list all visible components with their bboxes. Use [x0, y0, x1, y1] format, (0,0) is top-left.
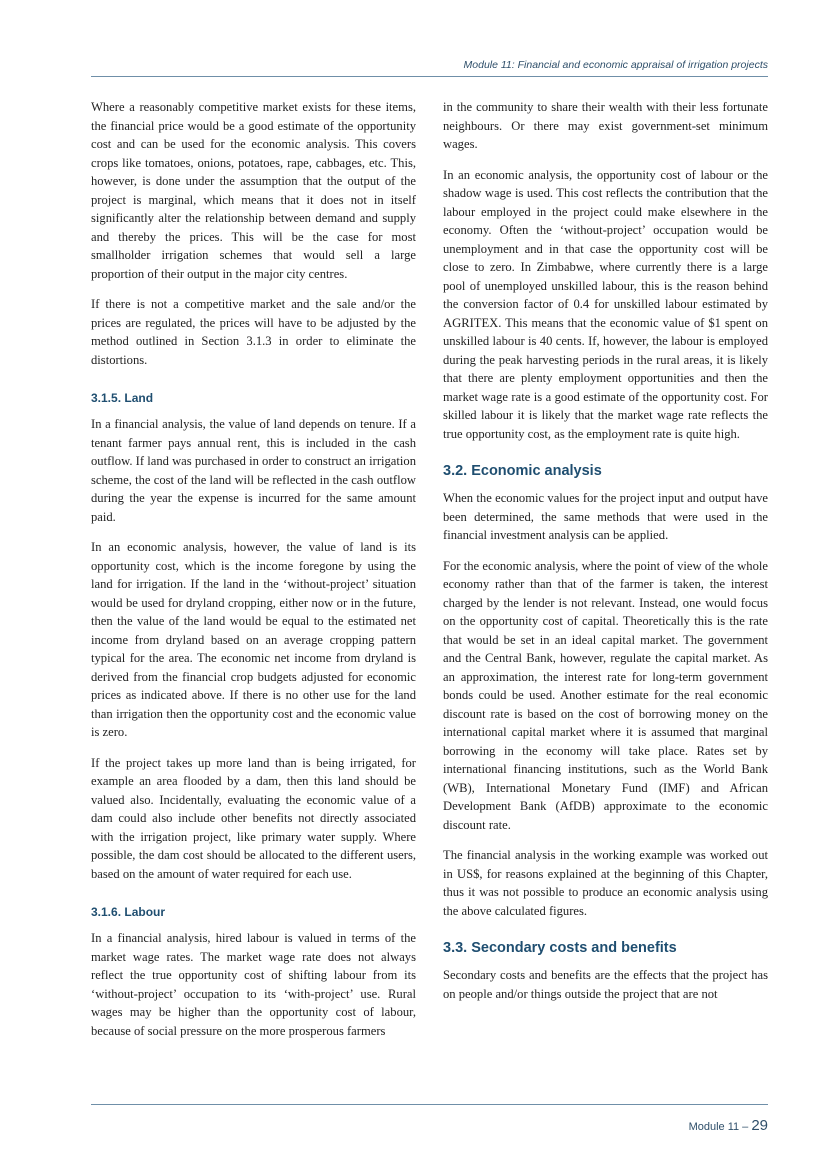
- paragraph: The financial analysis in the working example was worked out in US$, for reasons explained at the beginning of this Chapter, thus it was not possible to produce an economic analysis using the above calculated figures.: [443, 848, 768, 918]
- subsection-heading-labour: 3.1.6. Labour: [91, 905, 166, 919]
- header-rule: [91, 76, 768, 77]
- right-column: [443, 98, 768, 1015]
- paragraph: Secondary costs and benefits are the effects that the project has on people and/or things outside the project that are not: [443, 968, 768, 1001]
- paragraph: If the project takes up more land than is being irrigated, for example an area flooded by a dam, then this land should be valued also. Incidentally, evaluating the economic value of a dam could also include other benefits not directly associated with the irrigation project, like primary water supply. Where possible, the dam cost should be allocated to the different users, based on the amount of water required for each use.: [91, 755, 416, 881]
- footer-rule: [91, 1104, 768, 1105]
- page-footer: [91, 1117, 768, 1135]
- paragraph: In a financial analysis, the value of land depends on tenure. If a tenant farmer pays annual rent, this is included in the cash outflow. If land was purchased in order to construct an irrigation scheme, the cost of the land will be reflected in the cash outflow during the year the expense is incurred for the same amount paid.: [91, 417, 416, 524]
- paragraph: For the economic analysis, where the point of view of the whole economy rather than that of the farmer is taken, the interest charged by the lender is not relevant. Instead, one would focus on the opportunity cost of capital. Theoretically this is the rate that would be set in an ideal capital market. The government and the Central Bank, however, regulate the capital market. As an approximation, the interest rate for long-term government bonds could be used. Another estimate for the real economic discount rate is based on the cost of borrowing money on the international capital market where it is assumed that marginal borrowing in the economy will take place. Rates set by international financing institutions, such as the World Bank (WB), International Monetary Fund (IMF) and African Development Bank (AfDB) approximate to the economic discount rate.: [443, 558, 768, 832]
- left-column: [91, 98, 416, 1052]
- section-heading-secondary-costs: 3.3. Secondary costs and benefits: [443, 940, 677, 956]
- page-number: 29: [751, 1117, 768, 1134]
- paragraph: Where a reasonably competitive market exists for these items, the financial price would be a good estimate of the opportunity cost and can be used for the economic analysis. This covers crops like tomatoes, onions, potatoes, rape, cabbages, etc. This, however, is done under the assumption that the output of the project is marginal, which means that it does not in itself significantly alter the relationship between demand and supply and thereby the prices. This will be the case for most smallholder irrigation schemes that would sell a large proportion of their output in the major city centres.: [91, 100, 416, 281]
- paragraph: In a financial analysis, hired labour is valued in terms of the market wage rates. The market wage rate does not always reflect the true opportunity cost of shifting labour from its ‘without-project’ occupation to its ‘with-project’ use. Rural wages may be higher than the opportunity cost of labour, because of social pressure on the more prosperous farmers: [91, 931, 416, 1038]
- subsection-heading-land: 3.1.5. Land: [91, 391, 154, 405]
- paragraph: When the economic values for the project input and output have been determined, the same methods that were used in the financial investment analysis can be applied.: [443, 491, 768, 542]
- section-heading-economic-analysis: 3.2. Economic analysis: [443, 463, 602, 479]
- paragraph: In an economic analysis, however, the value of land is its opportunity cost, which is the income foregone by using the land for irrigation. If the land in the ‘without-project’ situation would be used for dryland cropping, either now or in the future, then the value of the land would be equal to the estimated net income from dryland based on an average cropping pattern typical for the area. The economic net income from dryland is derived from the financial crop budgets adjusted for economic prices as indicated above. If there is no other use for the land than irrigation then the opportunity cost and the economic value is zero.: [91, 540, 416, 739]
- paragraph: In an economic analysis, the opportunity cost of labour or the shadow wage is used. This cost reflects the contribution that the labour employed in the project could make elsewhere in the economy. Often the ‘without-project’ occupation would be unemployment and in that case the opportunity cost will be close to zero. In Zimbabwe, where currently there is a large pool of unemployed unskilled labour, this is the reason behind the conversion factor of 0.4 for unskilled labour estimated by AGRITEX. This means that the economic value of $1 spent on unskilled labour is 40 cents. If, however, the labour is employed during the peak harvesting periods in the rural areas, it is likely that there are plenty employment opportunities and then the market wage rate is a good estimate of the opportunity cost. For skilled labour it is likely that the market wage rate reflects the true opportunity cost, as the employment rate is quite high.: [443, 167, 768, 441]
- running-header: Module 11: Financial and economic appraisal of irrigation projects: [463, 59, 768, 71]
- paragraph: in the community to share their wealth with their less fortunate neighbours. Or there may exist government-set minimum wages.: [443, 100, 768, 151]
- paragraph: If there is not a competitive market and the sale and/or the prices are regulated, the prices will have to be adjusted by the method outlined in Section 3.1.3 in order to eliminate the distortions.: [91, 297, 416, 367]
- footer-module-label: Module 11 –: [688, 1121, 749, 1133]
